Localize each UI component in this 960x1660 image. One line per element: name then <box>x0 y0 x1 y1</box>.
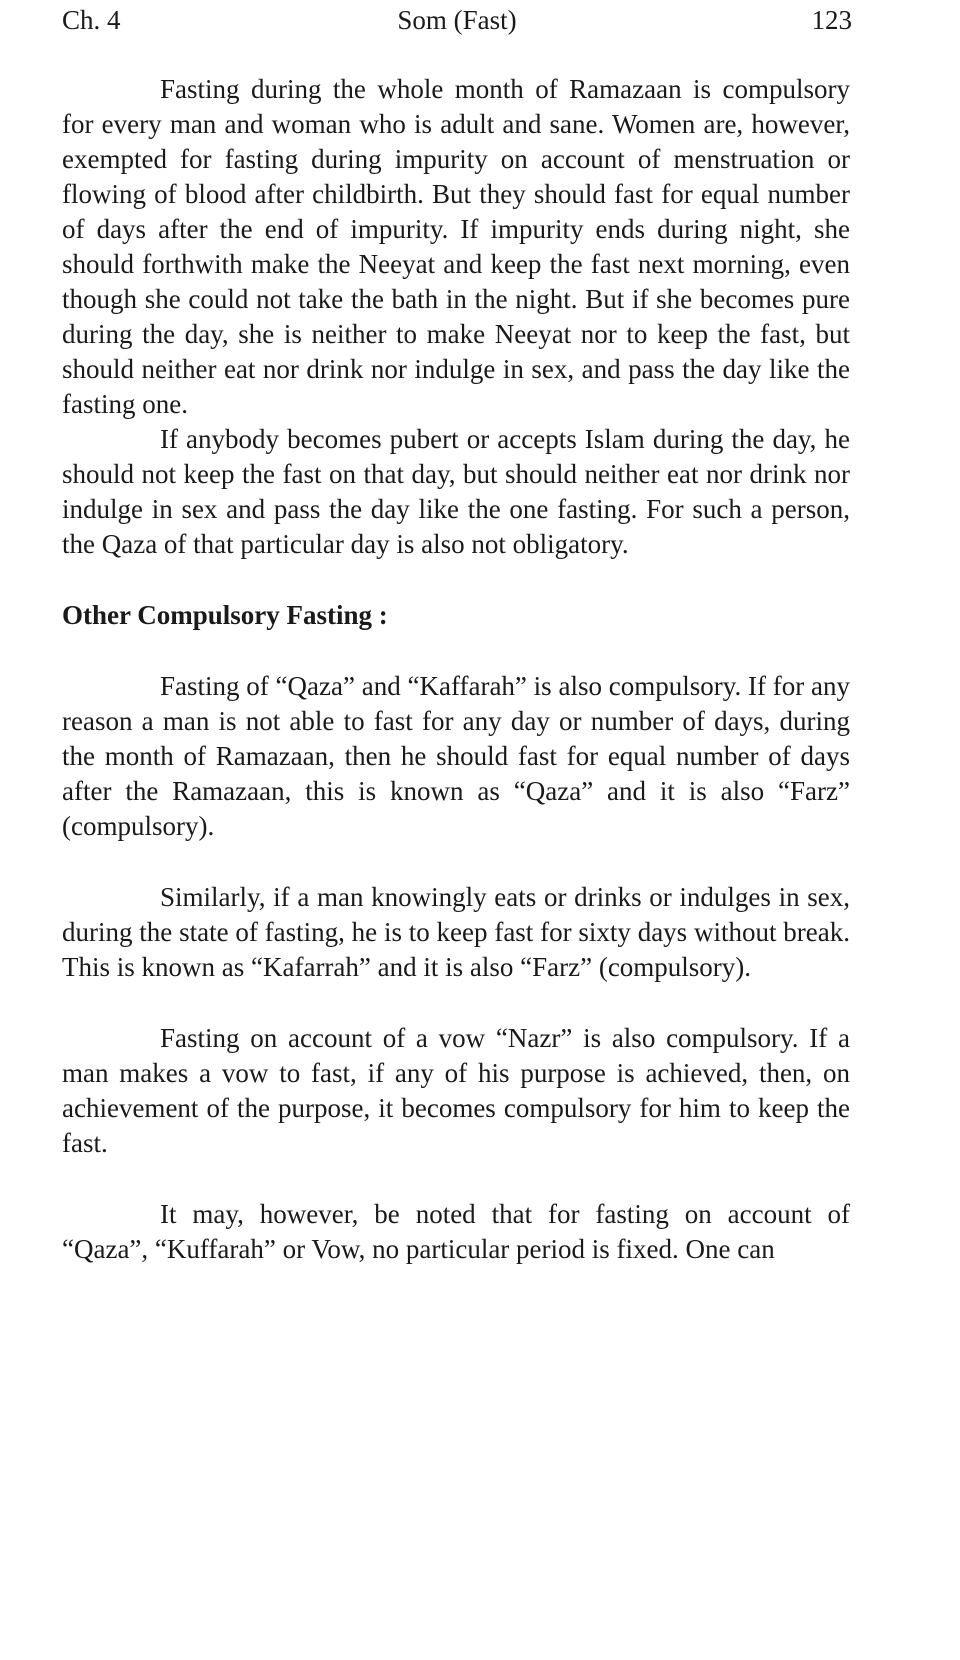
paragraph-qaza-kaffarah: Fasting of “Qaza” and “Kaffarah” is also compulsory. If for any reason a man is not able to fast for any day or number of days, during the month of Ramazaan, then he should fast for equal number of days after the Ramazaan, this is known as “Qaza” and it is also “Farz” (compulsory). <box>62 671 850 841</box>
running-head <box>62 2 852 38</box>
paragraph-no-fixed-period: It may, however, be noted that for fasting on account of “Qaza”, “Kuffarah” or Vow, no particular period is fixed. One can <box>62 1199 850 1264</box>
paragraph-nazr-vow: Fasting on account of a vow “Nazr” is also compulsory. If a man makes a vow to fast, if any of his purpose is achieved, then, on achievement of the purpose, it becomes compulsory for him to keep the fast. <box>62 1023 850 1158</box>
section-heading: Other Compulsory Fasting : <box>62 600 388 630</box>
page-number: 123 <box>811 5 852 35</box>
body-text <box>62 72 850 1267</box>
paragraph-pubert-or-convert: If anybody becomes pubert or accepts Islam during the day, he should not keep the fast on that day, but should neither eat nor drink nor indulge in sex and pass the day like the one fasting. For such a person, the Qaza of that particular day is also not obligatory. <box>62 424 850 559</box>
running-head-chapter: Ch. 4 <box>62 5 121 35</box>
paragraph-kafarrah: Similarly, if a man knowingly eats or drinks or indulges in sex, during the state of fasting, he is to keep fast for sixty days without break. This is known as “Kafarrah” and it is also “Farz” (compulsory). <box>62 882 850 982</box>
paragraph-ramazaan-compulsory: Fasting during the whole month of Ramazaan is compulsory for every man and woman who is adult and sane. Women are, however, exempted for fasting during impurity on account of menstruation or flowing of blood after childbirth. But they should fast for equal number of days after the end of impurity. If impurity ends during night, she should forthwith make the Neeyat and keep the fast next morning, even though she could not take the bath in the night. But if she becomes pure during the day, she is neither to make Neeyat nor to keep the fast, but should neither eat nor drink nor indulge in sex, and pass the day like the fasting one. <box>62 74 850 419</box>
running-head-title: Som (Fast) <box>397 5 517 35</box>
